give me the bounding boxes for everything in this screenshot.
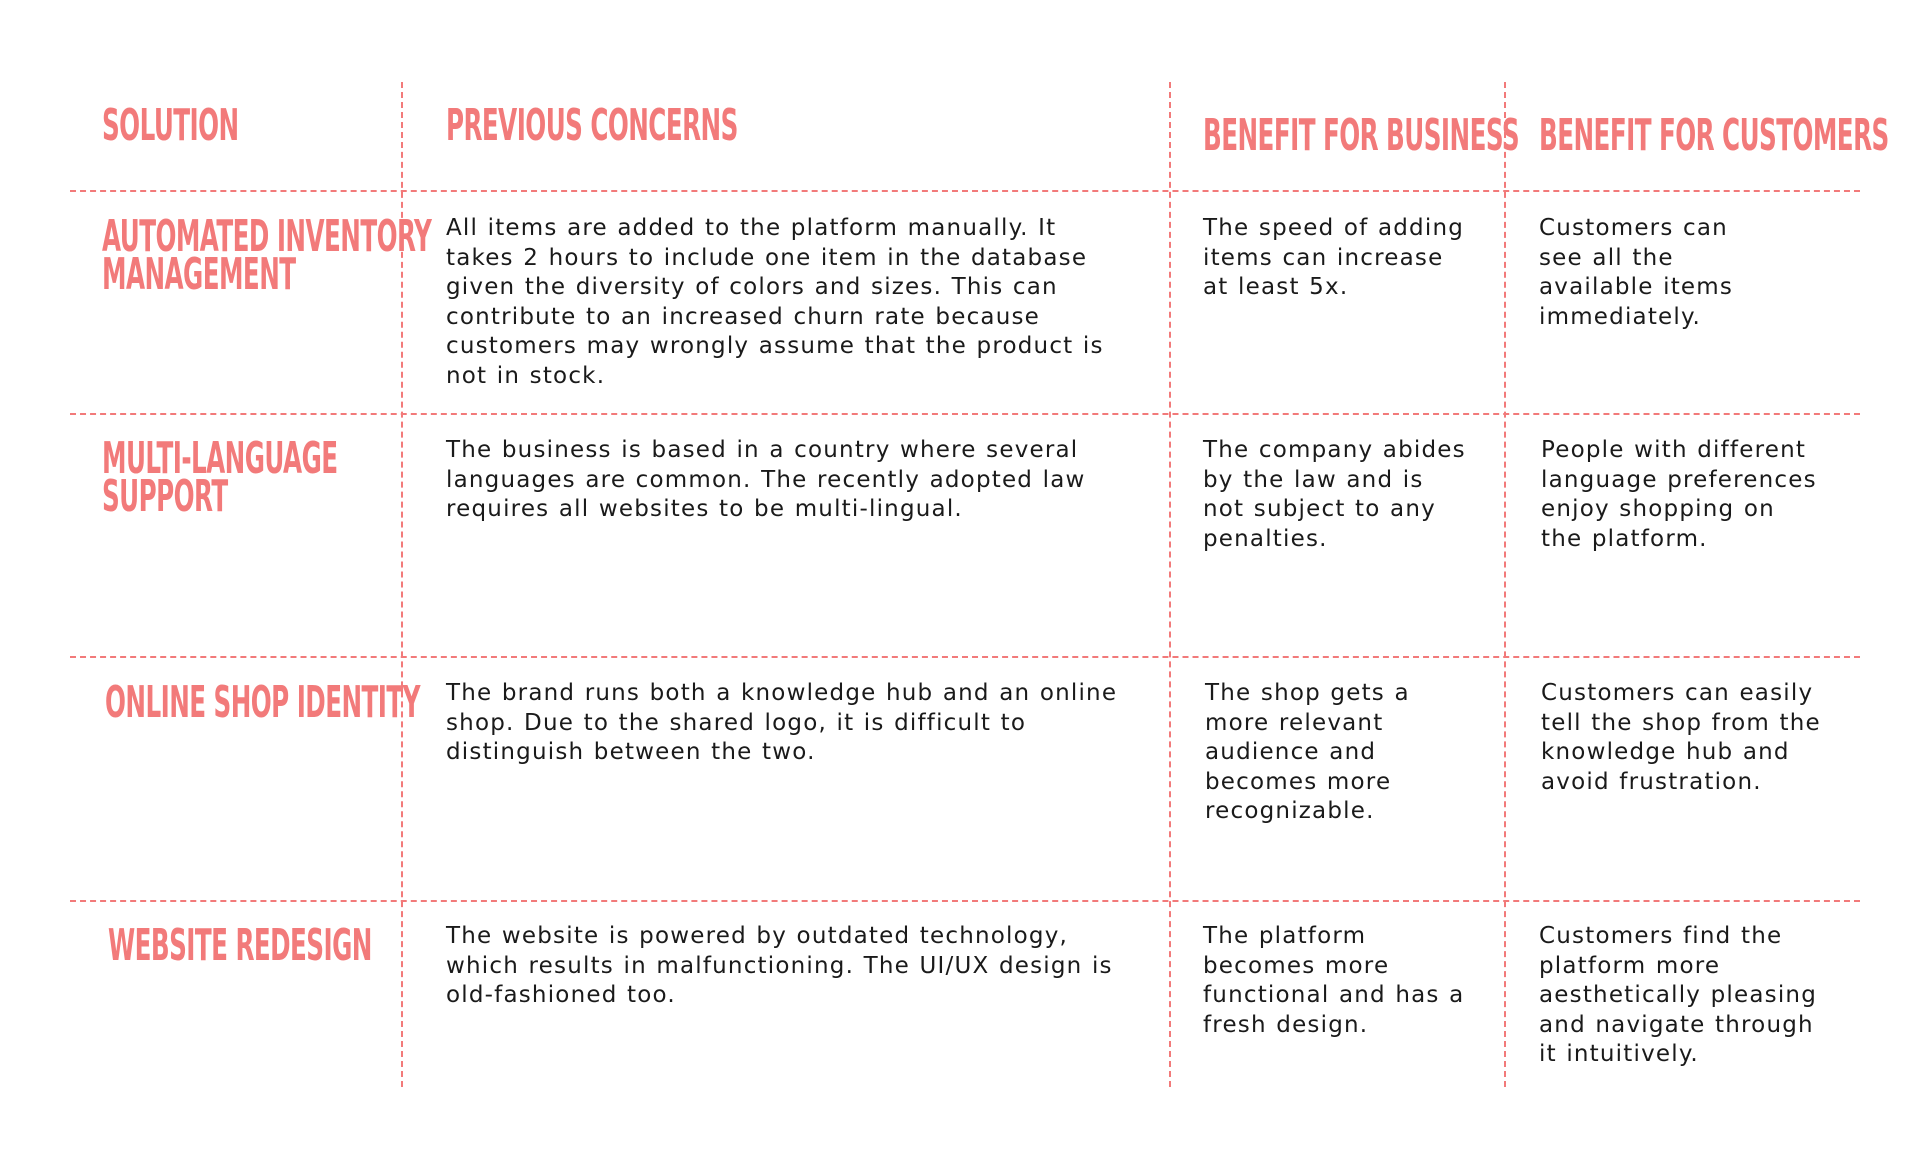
business-benefit-text: The speed of adding items can increase at least 5x.	[1203, 215, 1465, 300]
business-benefit-text: The shop gets a more relevant audience and becomes more recognizable.	[1205, 680, 1410, 824]
business-benefit-text: The platform becomes more functional and has a fresh design.	[1203, 923, 1465, 1038]
concern-text: All items are added to the platform manually. It takes 2 hours to include one item in the database given the diversity of colors and sizes. This can contribute to an increased churn rate because customers may wrongly assume that the product is not in stock.	[446, 215, 1104, 389]
header-benefit-customers: BENEFIT FOR CUSTOMERS	[1539, 110, 1889, 161]
customer-benefit-text: Customers can easily tell the shop from the knowledge hub and avoid frustration.	[1541, 680, 1821, 795]
divider-header	[70, 190, 1860, 192]
header-benefit-business: BENEFIT FOR BUSINESS	[1203, 110, 1520, 161]
business-benefit-text: The company abides by the law and is not subject to any penalties.	[1203, 437, 1466, 552]
concern-text: The brand runs both a knowledge hub and an online shop. Due to the shared logo, it is difficult to distinguish between the two.	[446, 680, 1118, 765]
solution-title: AUTOMATED INVENTORY MANAGEMENT	[102, 211, 432, 300]
concern-text: The business is based in a country where several languages are common. The recently adopted law requires all websites to be multi-lingual.	[446, 437, 1086, 522]
concern-text: The website is powered by outdated technology, which results in malfunctioning. The UI/UX design is old-fashioned too.	[446, 923, 1113, 1008]
solution-title: MULTI-LANGUAGE SUPPORT	[102, 433, 338, 522]
customer-benefit-text: Customers can see all the available items immediately.	[1539, 215, 1734, 330]
customer-benefit-text: Customers find the platform more aesthetically pleasing and navigate through it intuitively.	[1539, 923, 1818, 1067]
header-solution: SOLUTION	[102, 100, 239, 151]
solution-title: ONLINE SHOP IDENTITY	[105, 677, 420, 728]
divider-row-3	[70, 900, 1860, 902]
divider-col-2	[1169, 82, 1171, 1087]
divider-row-1	[70, 413, 1860, 415]
solution-title: WEBSITE REDESIGN	[108, 920, 372, 971]
customer-benefit-text: People with different language preferences enjoy shopping on the platform.	[1541, 437, 1817, 552]
divider-row-2	[70, 656, 1860, 658]
header-previous-concerns: PREVIOUS CONCERNS	[446, 100, 738, 151]
divider-col-3	[1504, 82, 1506, 1087]
